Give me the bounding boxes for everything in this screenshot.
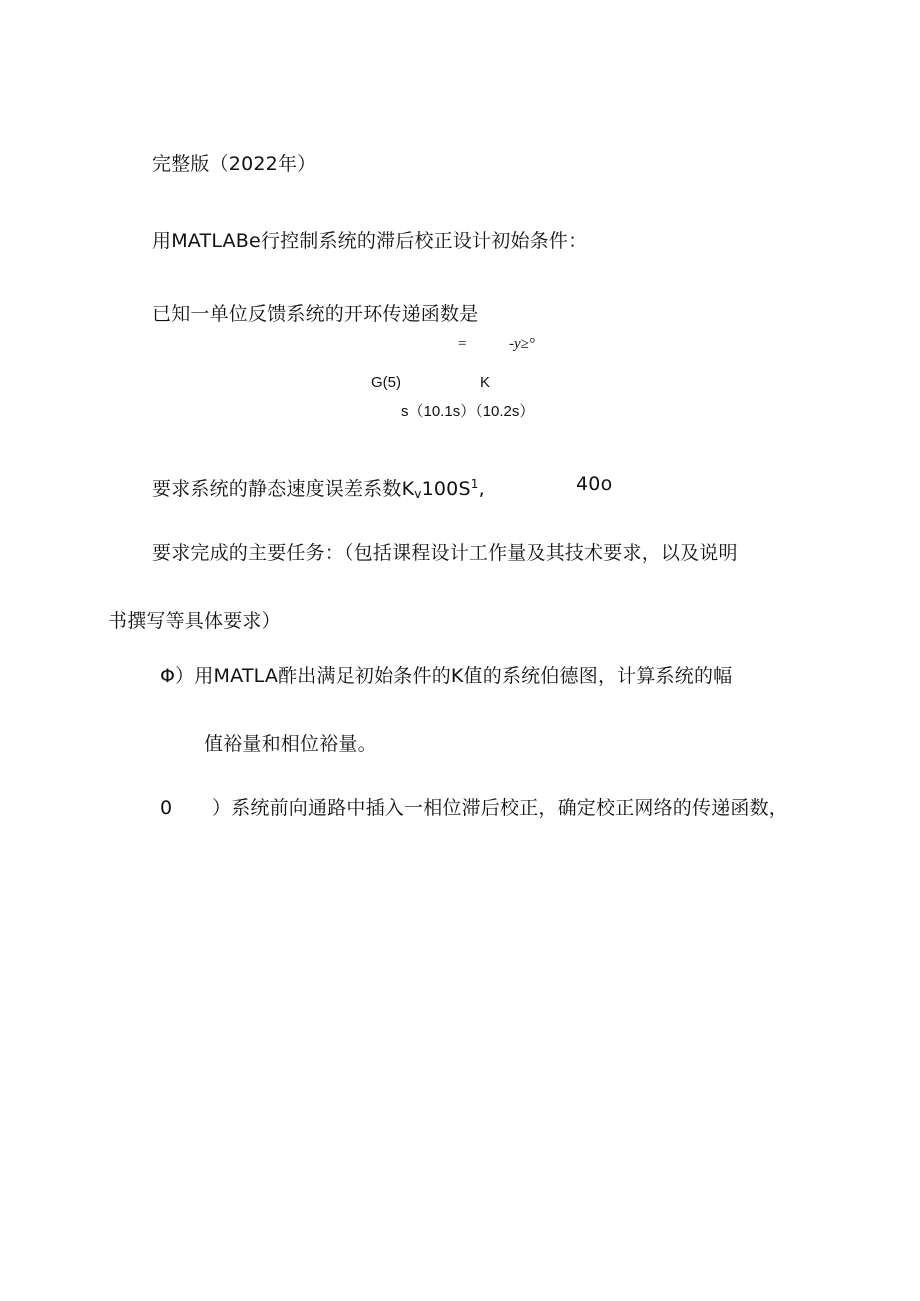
tasks-line-1: 要求完成的主要任务：（包括课程设计工作量及其技术要求，以及说明	[152, 542, 738, 564]
formula-gamma-condition: -y≥°	[509, 336, 535, 352]
phase-margin-value: 40o	[576, 473, 613, 495]
kv-value: 100S	[421, 478, 471, 500]
formula-denominator: s（10.1s）（10.2s）	[401, 403, 535, 420]
section-heading: 用MATLABe行控制系统的滞后校正设计初始条件：	[152, 230, 588, 252]
requirement-separator: ,	[478, 478, 485, 500]
item-1-line-2: 值裕量和相位裕量。	[204, 733, 377, 755]
formula-equals: =	[458, 336, 467, 352]
kv-subscript: v	[414, 487, 422, 501]
intro-text: 已知一单位反馈系统的开环传递函数是	[152, 303, 479, 325]
document-title: 完整版（2022年）	[152, 153, 317, 175]
formula-lhs: G(5)	[371, 374, 401, 391]
requirement-prefix: 要求系统的静态速度误差系数K	[152, 478, 415, 500]
tasks-line-2: 书撰写等具体要求）	[108, 610, 281, 632]
formula-numerator: K	[480, 374, 491, 391]
item-2-text: ）系统前向通路中插入一相位滞后校正，确定校正网络的传递函数，	[212, 797, 789, 819]
kv-superscript: 1	[470, 477, 479, 491]
item-2-number: 0	[160, 797, 173, 819]
item-1-line-1: Φ）用MATLA酢出满足初始条件的K值的系统伯德图，计算系统的幅	[160, 665, 733, 687]
requirement-line	[152, 472, 485, 506]
